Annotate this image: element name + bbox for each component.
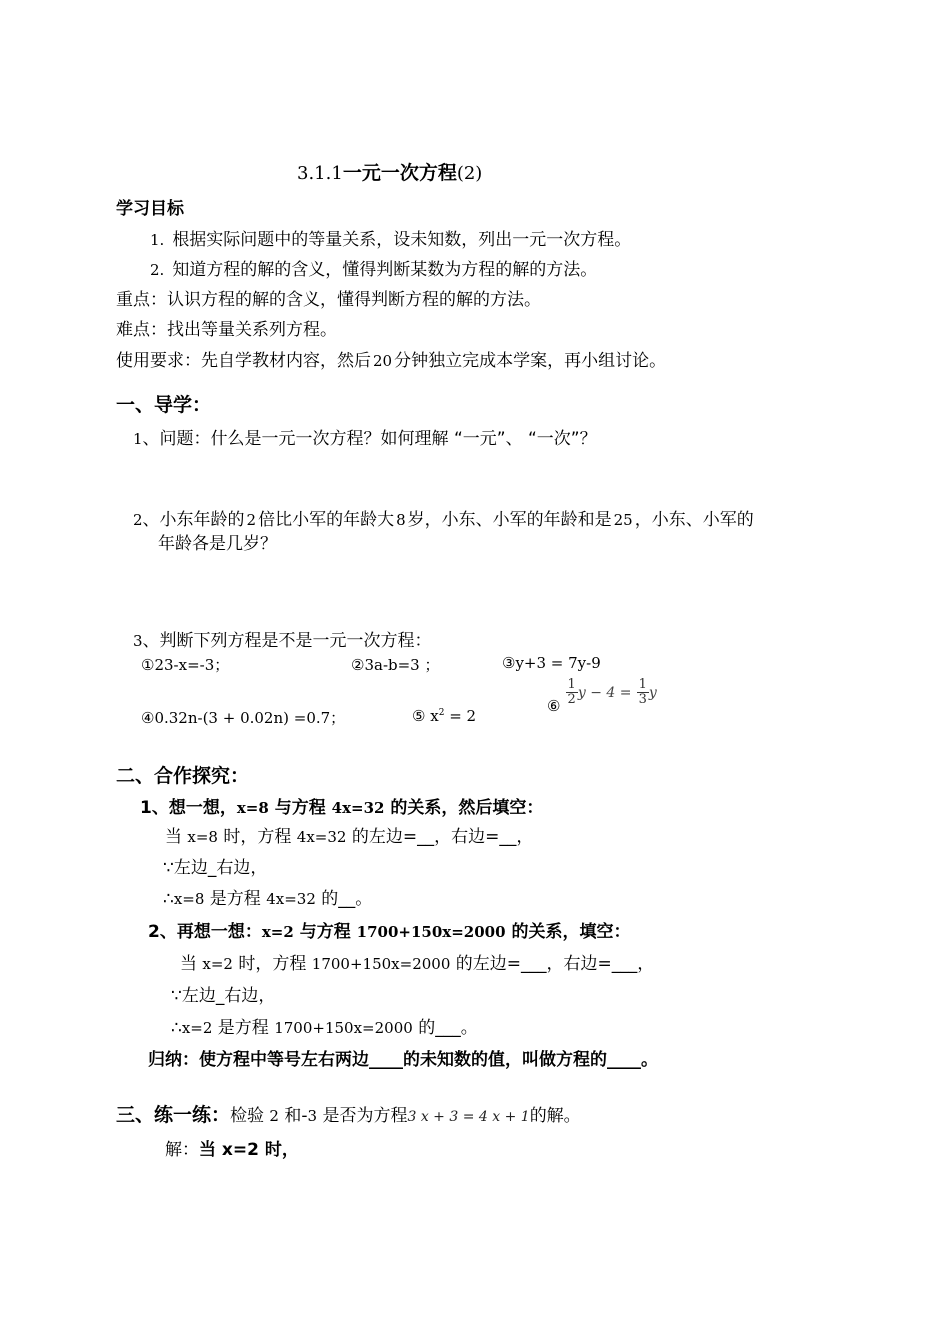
question-1 bbox=[133, 428, 597, 450]
fraction-numerator: 1 bbox=[567, 677, 576, 692]
text: 的__。 bbox=[315, 889, 373, 909]
equation-6 bbox=[547, 678, 657, 715]
value: x=2 bbox=[181, 1019, 213, 1037]
equation: 3 x + 3 = 4 x + 1 bbox=[407, 1109, 530, 1125]
solution-text: 当 x=2 时， bbox=[199, 1140, 299, 1160]
text: 当 bbox=[165, 827, 188, 847]
objective-item-2 bbox=[150, 259, 597, 281]
q2-number-1: 2 bbox=[246, 511, 257, 529]
exploration-2-line-3 bbox=[171, 1017, 478, 1039]
usage-text-pre: 使用要求：先自学教材内容，然后 bbox=[116, 351, 371, 371]
value: x=2 bbox=[261, 923, 294, 941]
text: 1、想一想， bbox=[140, 798, 237, 818]
equation: 1700+150x=2000 bbox=[274, 1019, 413, 1037]
equation-text: 23-x=-3； bbox=[154, 656, 230, 674]
difficulty: 难点：找出等量关系列方程。 bbox=[116, 320, 337, 340]
text: 和- bbox=[278, 1106, 308, 1126]
section-2-heading: 二、合作探究： bbox=[116, 765, 250, 787]
solution-label: 解： bbox=[165, 1140, 199, 1160]
equation-text: 3a-b=3 ； bbox=[364, 656, 440, 674]
title-main: 一元一次方程 bbox=[342, 162, 457, 184]
question-2-line-1 bbox=[133, 509, 754, 531]
exploration-2-line-1 bbox=[180, 953, 654, 975]
equation: 4x=32 bbox=[266, 890, 316, 908]
usage-text-post: 分钟独立完成本学案，再小组讨论。 bbox=[394, 351, 667, 371]
fraction-denominator: 3 bbox=[638, 692, 647, 707]
usage-requirement bbox=[116, 350, 666, 372]
objective-number: 1. bbox=[150, 231, 165, 249]
objectives-heading: 学习目标 bbox=[116, 199, 184, 219]
equation-4 bbox=[141, 707, 345, 728]
exploration-1-line-2: ∵左边_右边， bbox=[163, 858, 268, 878]
value: x=2 bbox=[202, 955, 233, 973]
text: ∴ bbox=[171, 1018, 182, 1038]
equation-5 bbox=[412, 707, 476, 725]
equation-middle: y − 4 = bbox=[577, 685, 632, 701]
equation-end: y bbox=[648, 685, 657, 701]
text: 是方程 bbox=[204, 889, 267, 909]
value: x=8 bbox=[187, 828, 218, 846]
text: 检验 bbox=[230, 1106, 270, 1126]
value: x=8 bbox=[173, 890, 205, 908]
equation-variable: x bbox=[430, 707, 439, 725]
q2-text-d: ，小东、小军的 bbox=[634, 510, 754, 530]
q2-text-b: 倍比小军的年龄大 bbox=[258, 510, 395, 530]
text: 的左边=___，右边=___， bbox=[450, 954, 655, 974]
q2-number-3: 25 bbox=[613, 511, 633, 529]
text: 的关系，然后填空： bbox=[384, 798, 544, 818]
question-text: 、问题：什么是一元一次方程？如何理解 “一元”、 “一次”？ bbox=[142, 429, 597, 449]
equation-2 bbox=[351, 654, 440, 675]
text: 与方程 bbox=[268, 798, 332, 818]
section-3-heading: 三、练一练： bbox=[116, 1104, 231, 1126]
equation-text: y+3 = 7y-9 bbox=[515, 654, 601, 672]
text: 时，方程 bbox=[232, 954, 312, 974]
question-text: 、判断下列方程是不是一元一次方程： bbox=[142, 631, 432, 651]
question-2-line-2: 年龄各是几岁？ bbox=[158, 534, 277, 554]
text: 是方程 bbox=[212, 1018, 275, 1038]
question-number: 3 bbox=[133, 632, 143, 650]
circled-number: ④ bbox=[141, 709, 155, 727]
fraction-denominator: 2 bbox=[567, 692, 576, 707]
equation-exponent: 2 bbox=[438, 708, 445, 718]
text: 2、再想一想： bbox=[148, 922, 262, 942]
equation: 1700+150x=2000 bbox=[311, 955, 451, 973]
text: 的关系，填空： bbox=[505, 922, 631, 942]
text: 的___。 bbox=[412, 1018, 478, 1038]
text: 当 bbox=[180, 954, 203, 974]
section-3 bbox=[116, 1100, 581, 1127]
exploration-1-title bbox=[140, 797, 543, 819]
fraction-one-third bbox=[637, 678, 649, 707]
solution-line bbox=[165, 1139, 299, 1161]
circled-number: ⑤ bbox=[412, 707, 426, 725]
text: 与方程 bbox=[293, 922, 357, 942]
exploration-2-line-2: ∵左边_右边， bbox=[171, 986, 276, 1006]
text: 的左边=__，右边=__， bbox=[346, 827, 534, 847]
objective-number: 2. bbox=[150, 261, 165, 279]
equation-1 bbox=[141, 654, 229, 675]
q2-number-2: 8 bbox=[396, 511, 406, 529]
value: x=8 bbox=[236, 799, 269, 817]
circled-number: ⑥ bbox=[547, 697, 561, 715]
exploration-2-title bbox=[148, 921, 630, 943]
usage-minutes: 20 bbox=[373, 352, 393, 370]
equation: 4x=32 bbox=[331, 799, 385, 817]
circled-number: ③ bbox=[502, 654, 516, 672]
text: 是否为方程 bbox=[317, 1106, 408, 1126]
text: 的解。 bbox=[529, 1106, 581, 1126]
q2-text-a: 、小东年龄的 bbox=[142, 510, 245, 530]
objective-item-1 bbox=[150, 229, 631, 251]
circled-number: ② bbox=[351, 656, 365, 674]
equation-text: 0.32n-(3 + 0.02n) =0.7； bbox=[154, 709, 346, 727]
value: 2 bbox=[269, 1107, 279, 1125]
text: 时，方程 bbox=[217, 827, 297, 847]
key-point: 重点：认识方程的解的含义，懂得判断方程的解的方法。 bbox=[116, 290, 541, 310]
q2-text-c: 岁，小东、小军的年龄和是 bbox=[407, 510, 612, 530]
page-title bbox=[297, 158, 482, 185]
equation-rest: = 2 bbox=[444, 707, 477, 725]
question-3 bbox=[133, 630, 432, 652]
exploration-1-line-3 bbox=[163, 888, 372, 910]
title-prefix: 3.1.1 bbox=[297, 163, 343, 184]
circled-number: ① bbox=[141, 656, 155, 674]
fraction-one-half bbox=[566, 678, 578, 707]
equation: 4x=32 bbox=[296, 828, 347, 846]
equation: 1700+150x=2000 bbox=[356, 923, 506, 941]
value: 3 bbox=[307, 1107, 318, 1125]
text: ∴ bbox=[163, 889, 174, 909]
objective-text: 知道方程的解的含义，懂得判断某数为方程的解的方法。 bbox=[172, 260, 598, 280]
question-number: 1 bbox=[133, 430, 143, 448]
objective-text: 根据实际问题中的等量关系，设未知数，列出一元一次方程。 bbox=[172, 230, 632, 250]
exploration-1-line-1 bbox=[165, 826, 533, 848]
question-number: 2 bbox=[133, 511, 143, 529]
fraction-numerator: 1 bbox=[638, 677, 647, 692]
section-1-heading: 一、导学： bbox=[116, 394, 212, 416]
equation-3 bbox=[502, 654, 601, 672]
title-suffix: (2) bbox=[456, 163, 483, 184]
summary: 归纳：使方程中等号左右两边____的未知数的值，叫做方程的____。 bbox=[148, 1050, 658, 1070]
